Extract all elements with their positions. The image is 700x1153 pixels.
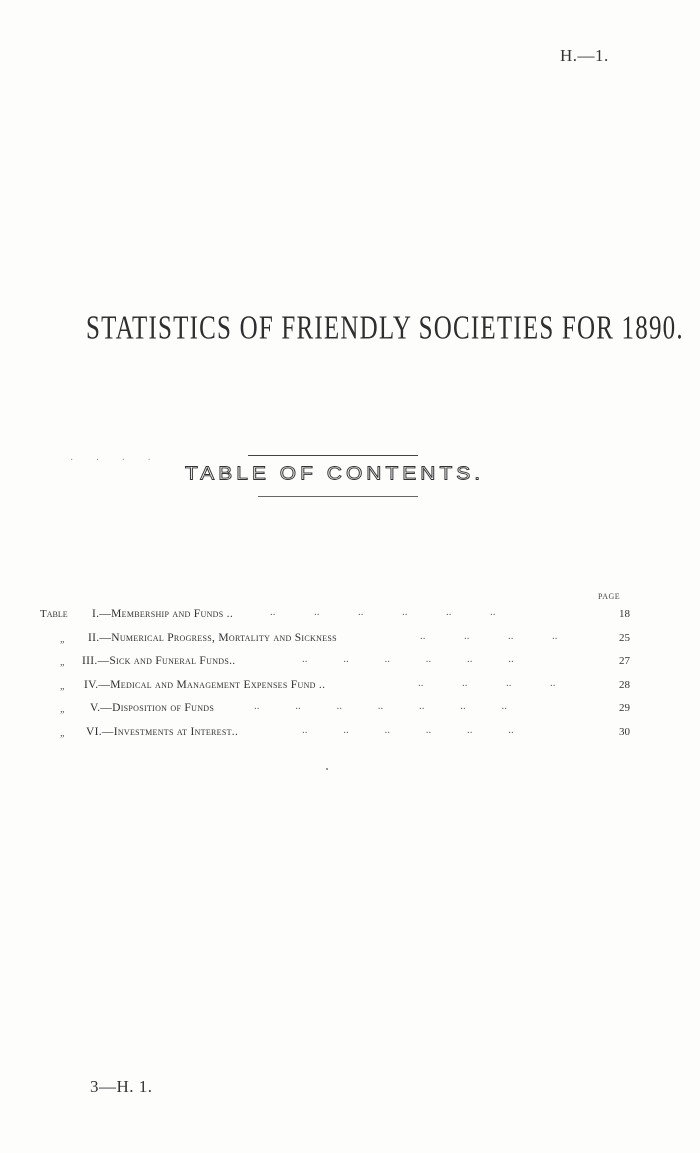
dot-leader: .. .. .. .. (420, 629, 558, 642)
dot-leader: .. .. .. .. .. .. (302, 653, 514, 665)
toc-row (40, 655, 640, 679)
page-number: 25 (619, 631, 630, 644)
document-title: STATISTICS OF FRIENDLY SOCIETIES FOR 1890. (86, 310, 684, 347)
dot-leader: .. .. .. .. (418, 676, 556, 689)
toc-row (40, 723, 640, 750)
ditto-mark: „ (60, 680, 66, 692)
dot-leader: .. .. .. .. .. .. (302, 723, 514, 736)
ditto-mark: „ (60, 704, 66, 715)
paper-speck (326, 768, 328, 770)
table-of-contents (40, 608, 640, 749)
heading-rule-bottom (258, 496, 418, 497)
toc-row (40, 676, 640, 703)
toc-heading: TABLE OF CONTENTS. (185, 463, 485, 484)
page-number: 28 (619, 678, 630, 691)
ditto-mark: „ (60, 633, 66, 645)
dot-leader: .. .. .. .. .. .. (270, 606, 496, 618)
toc-entry: VI.—Investments at Interest.. (86, 725, 239, 738)
page-number: 29 (619, 702, 630, 714)
paper-specks: · · · · (70, 455, 161, 466)
toc-row (40, 702, 640, 726)
ditto-mark: „ (60, 727, 66, 739)
dot-leader: .. .. .. .. .. .. .. (254, 700, 507, 712)
toc-entry: I.—Membership and Funds .. (92, 608, 234, 620)
toc-entry: IV.—Medical and Management Expenses Fund .. (84, 678, 326, 691)
page-number: 18 (619, 608, 630, 620)
table-label: Table (40, 608, 68, 620)
page-number: 27 (619, 655, 630, 667)
toc-row (40, 608, 640, 632)
heading-rule-top (248, 455, 418, 456)
toc-entry: III.—Sick and Funeral Funds.. (82, 655, 236, 667)
toc-row (40, 629, 640, 656)
toc-entry: II.—Numerical Progress, Mortality and Sickness (88, 631, 337, 644)
signature-mark: 3—H. 1. (90, 1077, 153, 1096)
page-column-label: PAGE (598, 592, 621, 601)
page-number: 30 (619, 725, 630, 738)
page-reference-code: H.—1. (560, 46, 609, 65)
toc-entry: V.—Disposition of Funds (90, 702, 215, 714)
ditto-mark: „ (60, 657, 66, 668)
